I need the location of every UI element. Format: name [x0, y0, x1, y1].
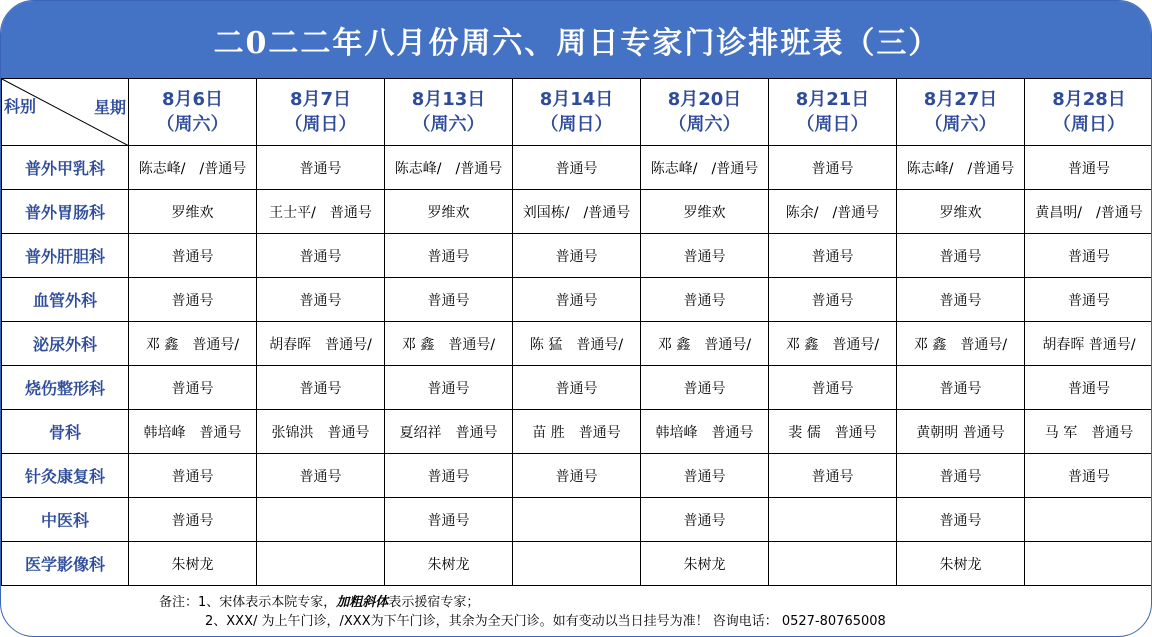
schedule-cell: 普通号	[257, 454, 385, 498]
schedule-cell: 普通号	[1025, 454, 1152, 498]
schedule-cell: 罗维欢	[897, 190, 1025, 234]
schedule-cell: 普通号	[513, 454, 641, 498]
date-header	[1025, 79, 1152, 146]
schedule-cell: 朱树龙	[385, 542, 513, 586]
date-label: 8月14日	[539, 89, 614, 110]
table-row	[2, 278, 1152, 322]
schedule-cell: 普通号	[1025, 234, 1152, 278]
schedule-cell: 普通号	[769, 234, 897, 278]
corner-cell	[2, 79, 129, 146]
dept-cell: 医学影像科	[2, 542, 129, 586]
notes	[159, 593, 886, 631]
schedule-cell: 普通号	[129, 498, 257, 542]
header-row	[2, 79, 1152, 146]
schedule-cell: 邓 鑫 普通号/	[769, 322, 897, 366]
schedule-cell: 邓 鑫 普通号/	[385, 322, 513, 366]
date-label: 8月28日	[1052, 89, 1126, 110]
schedule-cell: 普通号	[1025, 366, 1152, 410]
dept-cell: 针灸康复科	[2, 454, 129, 498]
date-label: 8月6日	[161, 89, 224, 110]
date-label: 8月13日	[411, 89, 486, 110]
schedule-cell: 普通号	[129, 454, 257, 498]
schedule-cell: 普通号	[257, 366, 385, 410]
date-header	[129, 79, 257, 146]
schedule-cell: 胡春晖 普通号/	[1025, 322, 1152, 366]
schedule-cell: 陈志峰/ /普通号	[385, 146, 513, 190]
dept-cell: 泌尿外科	[2, 322, 129, 366]
schedule-cell: 普通号	[385, 454, 513, 498]
schedule-cell: 普通号	[641, 498, 769, 542]
weekday-label: （周日）	[796, 114, 869, 135]
schedule-cell: 普通号	[257, 146, 385, 190]
schedule-cell	[769, 542, 897, 586]
schedule-cell: 罗维欢	[129, 190, 257, 234]
schedule-cell: 普通号	[769, 366, 897, 410]
schedule-cell: 普通号	[385, 498, 513, 542]
dept-cell: 普外胃肠科	[2, 190, 129, 234]
schedule-cell: 普通号	[897, 366, 1025, 410]
note-label: 备注：	[159, 595, 199, 610]
dept-axis-label: 科别	[4, 97, 37, 116]
table-row	[2, 498, 1152, 542]
schedule-cell	[1025, 498, 1152, 542]
schedule-cell: 普通号	[385, 234, 513, 278]
dept-cell: 普外肝胆科	[2, 234, 129, 278]
schedule-cell: 普通号	[641, 234, 769, 278]
schedule-cell: 韩培峰 普通号	[641, 410, 769, 454]
weekday-label: （周六）	[924, 114, 997, 135]
schedule-cell: 陈志峰/ /普通号	[897, 146, 1025, 190]
schedule-cell: 朱树龙	[897, 542, 1025, 586]
schedule-cell: 刘国栋/ /普通号	[513, 190, 641, 234]
schedule-cell: 陈 猛 普通号/	[513, 322, 641, 366]
note-line-1	[159, 593, 886, 612]
note-1-emphasis: 加粗斜体	[336, 595, 389, 610]
date-header	[513, 79, 641, 146]
table-row	[2, 410, 1152, 454]
schedule-cell: 黄昌明/ /普通号	[1025, 190, 1152, 234]
schedule-cell: 苗 胜 普通号	[513, 410, 641, 454]
table-row	[2, 366, 1152, 410]
schedule-cell: 普通号	[769, 454, 897, 498]
schedule-cell: 普通号	[513, 278, 641, 322]
schedule-cell: 普通号	[385, 278, 513, 322]
schedule-cell: 普通号	[513, 366, 641, 410]
date-header	[897, 79, 1025, 146]
schedule-cell: 普通号	[641, 366, 769, 410]
schedule-cell: 张锦洪 普通号	[257, 410, 385, 454]
schedule-cell: 马 军 普通号	[1025, 410, 1152, 454]
date-header	[257, 79, 385, 146]
schedule-cell	[513, 542, 641, 586]
table-row	[2, 146, 1152, 190]
table-row	[2, 542, 1152, 586]
schedule-cell: 普通号	[1025, 278, 1152, 322]
schedule-cell: 普通号	[129, 366, 257, 410]
table-row	[2, 234, 1152, 278]
schedule-cell: 韩培峰 普通号	[129, 410, 257, 454]
schedule-cell: 陈余/ /普通号	[769, 190, 897, 234]
weekday-label: （周六）	[156, 114, 229, 135]
schedule-cell: 朱树龙	[641, 542, 769, 586]
schedule-cell: 普通号	[257, 234, 385, 278]
dept-cell: 骨科	[2, 410, 129, 454]
note-line-2: 2、XXX/ 为上午门诊，/XXX为下午门诊，其余为全天门诊。如有变动以当日挂号为准！ 咨询电话： 0527-80765008	[205, 614, 886, 629]
schedule-cell: 罗维欢	[385, 190, 513, 234]
schedule-table	[1, 78, 1152, 586]
schedule-cell: 普通号	[641, 278, 769, 322]
dept-cell: 烧伤整形科	[2, 366, 129, 410]
schedule-cell: 普通号	[641, 454, 769, 498]
schedule-cell: 普通号	[129, 234, 257, 278]
schedule-cell: 罗维欢	[641, 190, 769, 234]
date-label: 8月20日	[667, 89, 742, 110]
schedule-cell: 邓 鑫 普通号/	[129, 322, 257, 366]
schedule-cell: 普通号	[897, 234, 1025, 278]
weekday-label: （周日）	[1053, 114, 1125, 135]
date-label: 8月21日	[795, 89, 870, 110]
schedule-cell: 陈志峰/ /普通号	[641, 146, 769, 190]
schedule-cell: 普通号	[385, 366, 513, 410]
schedule-cell: 裴 儒 普通号	[769, 410, 897, 454]
schedule-cell: 普通号	[897, 278, 1025, 322]
weekday-label: （周六）	[668, 114, 741, 135]
table-row	[2, 190, 1152, 234]
schedule-cell: 邓 鑫 普通号/	[897, 322, 1025, 366]
schedule-cell: 胡春晖 普通号/	[257, 322, 385, 366]
schedule-cell: 王士平/ 普通号	[257, 190, 385, 234]
date-header	[385, 79, 513, 146]
date-header	[769, 79, 897, 146]
schedule-cell: 普通号	[897, 454, 1025, 498]
schedule-cell: 普通号	[769, 278, 897, 322]
schedule-cell: 普通号	[513, 234, 641, 278]
schedule-cell: 邓 鑫 普通号/	[641, 322, 769, 366]
weekday-label: （周六）	[412, 114, 485, 135]
date-header	[641, 79, 769, 146]
schedule-cell: 陈志峰/ /普通号	[129, 146, 257, 190]
schedule-cell	[257, 498, 385, 542]
schedule-cell: 普通号	[769, 146, 897, 190]
schedule-cell: 普通号	[129, 278, 257, 322]
week-axis-label: 星期	[93, 98, 126, 117]
schedule-cell	[769, 498, 897, 542]
schedule-cell: 普通号	[257, 278, 385, 322]
table-row	[2, 454, 1152, 498]
dept-cell: 普外甲乳科	[2, 146, 129, 190]
dept-cell: 中医科	[2, 498, 129, 542]
weekday-label: （周日）	[540, 114, 613, 135]
schedule-cell: 黄朝明 普通号	[897, 410, 1025, 454]
date-label: 8月7日	[289, 89, 352, 110]
table-row	[2, 322, 1152, 366]
schedule-cell	[513, 498, 641, 542]
note-1-tail: 表示援宿专家；	[388, 595, 480, 610]
schedule-cell: 普通号	[1025, 146, 1152, 190]
schedule-cell: 夏绍祥 普通号	[385, 410, 513, 454]
schedule-cell	[257, 542, 385, 586]
schedule-cell: 普通号	[897, 498, 1025, 542]
dept-cell: 血管外科	[2, 278, 129, 322]
schedule-cell	[1025, 542, 1152, 586]
schedule-cell: 普通号	[513, 146, 641, 190]
schedule-cell: 朱树龙	[129, 542, 257, 586]
date-label: 8月27日	[923, 89, 998, 110]
note-1-text: 1、宋体表示本院专家，	[198, 595, 337, 610]
page-title: 二0二二年八月份周六、周日专家门诊排班表（三）	[1, 1, 1152, 78]
weekday-label: （周日）	[284, 114, 357, 135]
